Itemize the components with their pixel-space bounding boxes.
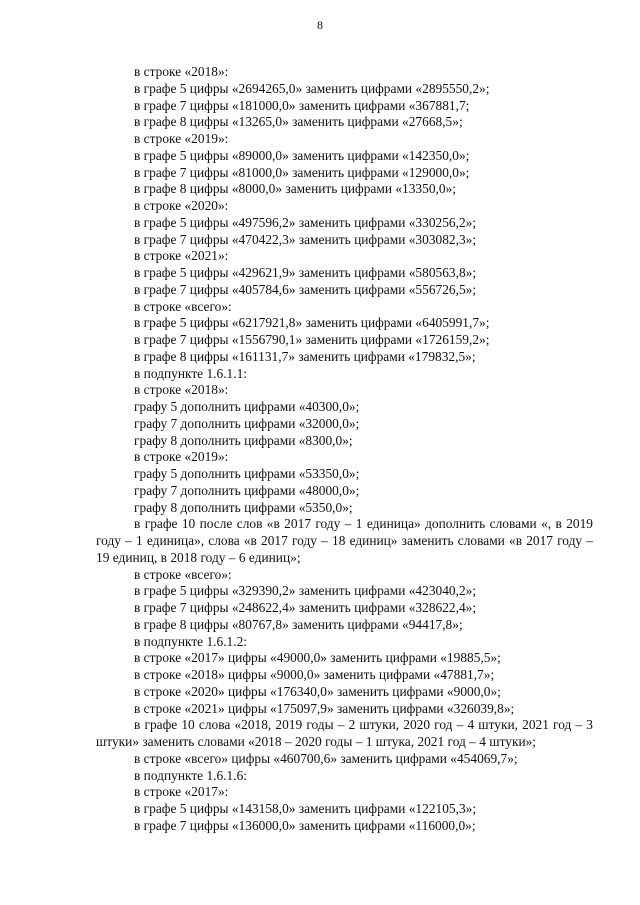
text-line: в строке «2021»:: [134, 248, 229, 264]
text-line: графу 7 дополнить цифрами «32000,0»;: [134, 415, 360, 431]
text-line: в графе 8 цифры «80767,8» заменить цифрами «94417,8»;: [134, 616, 463, 632]
text-line: графу 5 дополнить цифрами «40300,0»;: [134, 399, 360, 414]
text-line: в графе 5 цифры «89000,0» заменить цифрами «142350,0»;: [134, 147, 470, 163]
amendment-lines-group-a: [96, 64, 593, 516]
text-line: в графе 5 цифры «6217921,8» заменить цифрами «6405991,7»;: [134, 315, 490, 331]
text-line: в графе 8 цифры «8000,0» заменить цифрами «13350,0»;: [134, 181, 456, 197]
text-line: в строке «всего»:: [134, 566, 232, 582]
amendment-lines-group-c: [96, 751, 593, 835]
text-line: в графе 7 цифры «248622,4» заменить цифрами «328622,4»;: [134, 600, 477, 615]
page-number: 8: [317, 18, 323, 32]
text-line: в строке «2019»:: [134, 131, 229, 146]
text-line: в строке «2018»:: [134, 64, 229, 79]
text-line: в строке «2020»:: [134, 198, 229, 213]
text-line: в графе 5 цифры «143158,0» заменить цифрами «122105,3»;: [134, 801, 477, 816]
text-line: в графе 7 цифры «1556790,1» заменить цифрами «1726159,2»;: [134, 332, 490, 347]
text-line: в строке «всего»:: [134, 298, 232, 314]
document-body: [96, 64, 593, 835]
text-line: в графе 5 цифры «429621,9» заменить цифрами «580563,8»;: [134, 265, 477, 280]
text-line: в графе 5 цифры «2694265,0» заменить цифрами «2895550,2»;: [134, 80, 490, 96]
amendment-lines-group-b: [96, 567, 593, 718]
text-line: в строке «2021» цифры «175097,9» заменить цифрами «326039,8»;: [134, 700, 515, 716]
text-line: в графе 7 цифры «136000,0» заменить цифрами «116000,0»;: [134, 817, 476, 833]
text-line: в подпункте 1.6.1.6:: [134, 767, 248, 783]
paragraph: в графе 10 слова «2018, 2019 годы – 2 штуки, 2020 год – 4 штуки, 2021 год – 3 штуки» заменить словами «2018 – 2020 годы – 1 штука, 2021 год – 4 штуки»;: [96, 717, 593, 749]
text-line: в подпункте 1.6.1.1:: [134, 365, 248, 381]
text-line: графу 5 дополнить цифрами «53350,0»;: [134, 466, 360, 481]
text-line: в строке «2020» цифры «176340,0» заменить цифрами «9000,0»;: [134, 683, 501, 699]
text-line: графу 8 дополнить цифрами «5350,0»;: [134, 499, 353, 515]
text-line: в графе 7 цифры «81000,0» заменить цифрами «129000,0»;: [134, 164, 470, 180]
text-line: в графе 7 цифры «470422,3» заменить цифрами «303082,3»;: [134, 231, 477, 247]
text-line: в графе 8 цифры «161131,7» заменить цифрами «179832,5»;: [134, 348, 476, 364]
text-line: в строке «2017»:: [134, 784, 229, 800]
text-line: в графе 7 цифры «181000,0» заменить цифрами «367881,7;: [134, 97, 470, 113]
text-line: в строке «2019»:: [134, 449, 229, 465]
text-line: графу 7 дополнить цифрами «48000,0»;: [134, 482, 360, 498]
text-line: в строке «2018»:: [134, 382, 229, 398]
text-line: в строке «2017» цифры «49000,0» заменить цифрами «19885,5»;: [134, 650, 501, 666]
text-line: в графе 7 цифры «405784,6» заменить цифрами «556726,5»;: [134, 281, 477, 297]
text-line: в строке «всего» цифры «460700,6» заменить цифрами «454069,7»;: [134, 750, 518, 766]
text-line: в графе 5 цифры «329390,2» заменить цифрами «423040,2»;: [134, 583, 477, 599]
paragraph: в графе 10 после слов «в 2017 году – 1 единица» дополнить словами «, в 2019 году – 1 единица», слова «в 2017 году – 18 единиц» заменить словами «в 2017 году – 19 единиц, в 2018 году – 6 единиц»;: [96, 516, 593, 565]
text-line: в подпункте 1.6.1.2:: [134, 633, 248, 649]
text-line: графу 8 дополнить цифрами «8300,0»;: [134, 432, 353, 448]
text-line: в строке «2018» цифры «9000,0» заменить цифрами «47881,7»;: [134, 667, 495, 682]
text-line: в графе 5 цифры «497596,2» заменить цифрами «330256,2»;: [134, 214, 477, 230]
text-line: в графе 8 цифры «13265,0» заменить цифрами «27668,5»;: [134, 114, 463, 130]
